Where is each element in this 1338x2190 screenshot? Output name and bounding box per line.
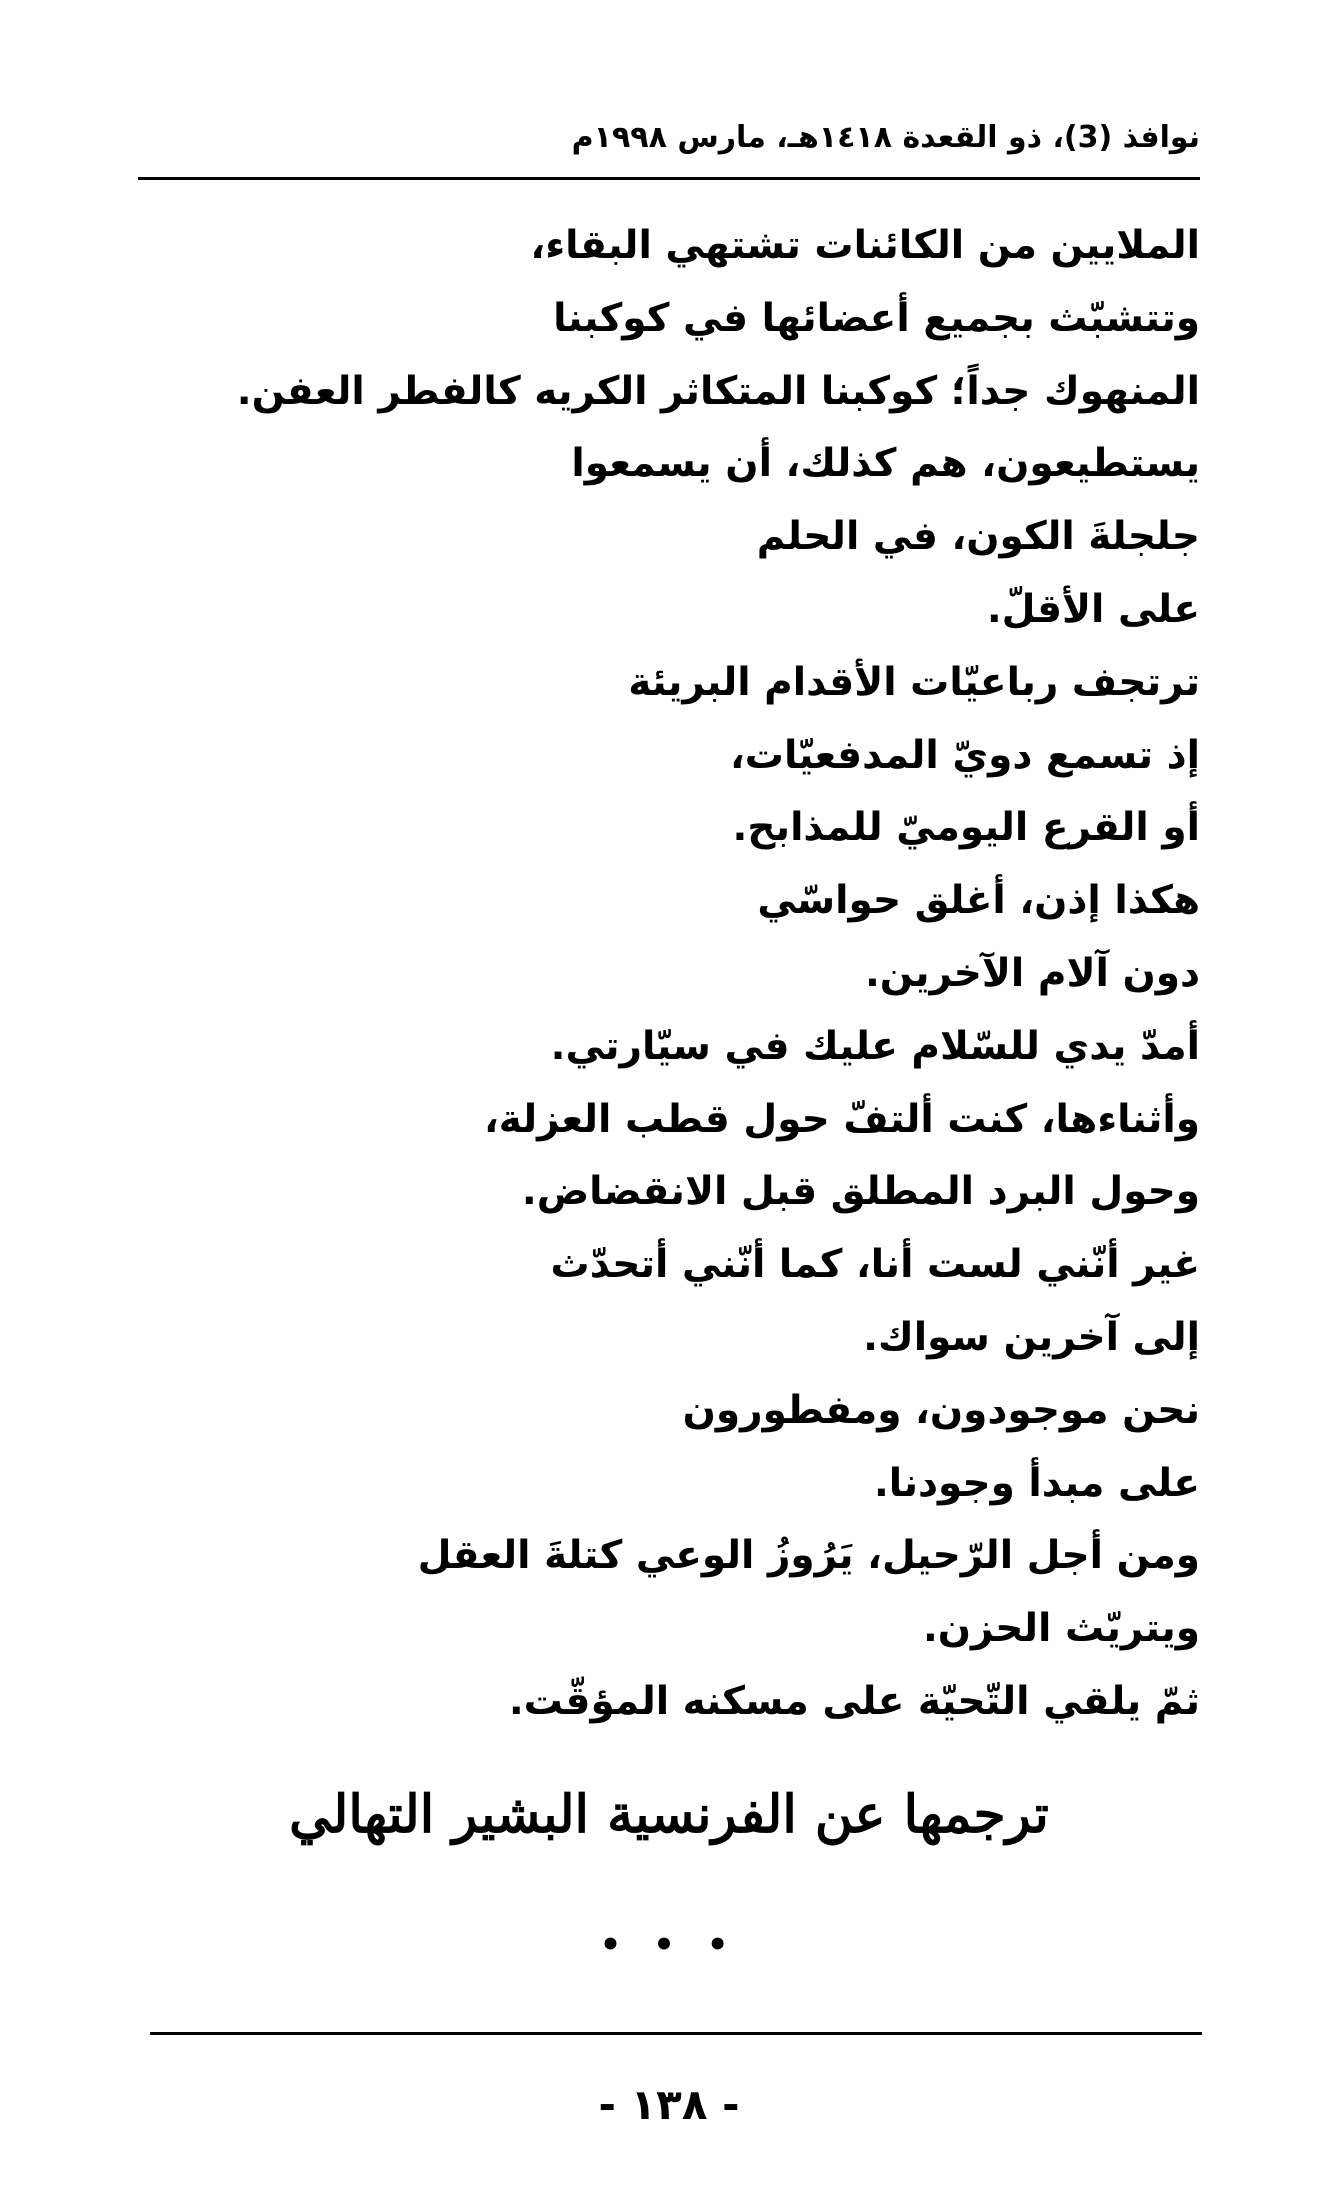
poem-line: ترتجف رباعيّات الأقدام البريئة bbox=[628, 659, 1200, 705]
poem-line: ثمّ يلقي التّحيّة على مسكنه المؤقّت. bbox=[508, 1678, 1200, 1724]
poem-line: إذ تسمع دويّ المدفعيّات، bbox=[729, 732, 1200, 778]
poem-line: وحول البرد المطلق قبل الانقضاض. bbox=[521, 1169, 1200, 1215]
translator-credit: ترجمها عن الفرنسية البشير التهالي bbox=[289, 1784, 1049, 1845]
poem-line: ومن أجل الرّحيل، يَرُوزُ الوعي كتلةَ العقل bbox=[417, 1533, 1200, 1579]
poem-line: دون آلام الآخرين. bbox=[864, 950, 1200, 996]
poem-line: وتتشبّث بجميع أعضائها في كوكبنا bbox=[553, 295, 1200, 341]
poem-line: المنهوك جداً؛ كوكبنا المتكاثر الكريه كالفطر العفن. bbox=[236, 368, 1200, 414]
running-header: نوافذ (3)، ذو القعدة ١٤١٨هـ، مارس ١٩٩٨م bbox=[571, 120, 1200, 155]
poem-line: أمدّ يدي للسّلام عليك في سيّارتي. bbox=[550, 1023, 1200, 1069]
poem-line: إلى آخرين سواك. bbox=[863, 1314, 1200, 1360]
poem-line: هكذا إذن، أغلق حواسّي bbox=[757, 878, 1200, 924]
footer-rule bbox=[150, 2032, 1202, 2035]
page-number: - ١٣٨ - bbox=[598, 2080, 740, 2129]
poem-line: جلجلةَ الكون، في الحلم bbox=[756, 514, 1200, 560]
poem-line: وأثناءها، كنت ألتفّ حول قطب العزلة، bbox=[483, 1096, 1200, 1142]
poem-line: غير أنّني لست أنا، كما أنّني أتحدّث bbox=[550, 1242, 1200, 1288]
poem-body bbox=[138, 210, 1200, 1739]
poem-line: على الأقلّ. bbox=[986, 586, 1200, 632]
poem-line: الملايين من الكائنات تشتهي البقاء، bbox=[530, 223, 1200, 268]
poem-line: على مبدأ وجودنا. bbox=[873, 1460, 1200, 1506]
section-separator: • • • bbox=[599, 1925, 739, 1965]
poem-line: يستطيعون، هم كذلك، أن يسمعوا bbox=[571, 441, 1200, 487]
header-rule bbox=[138, 177, 1200, 180]
poem-line: أو القرع اليوميّ للمذابح. bbox=[732, 805, 1200, 851]
poem-line: ويتريّث الحزن. bbox=[922, 1606, 1200, 1652]
poem-line: نحن موجودون، ومفطورون bbox=[682, 1387, 1200, 1433]
